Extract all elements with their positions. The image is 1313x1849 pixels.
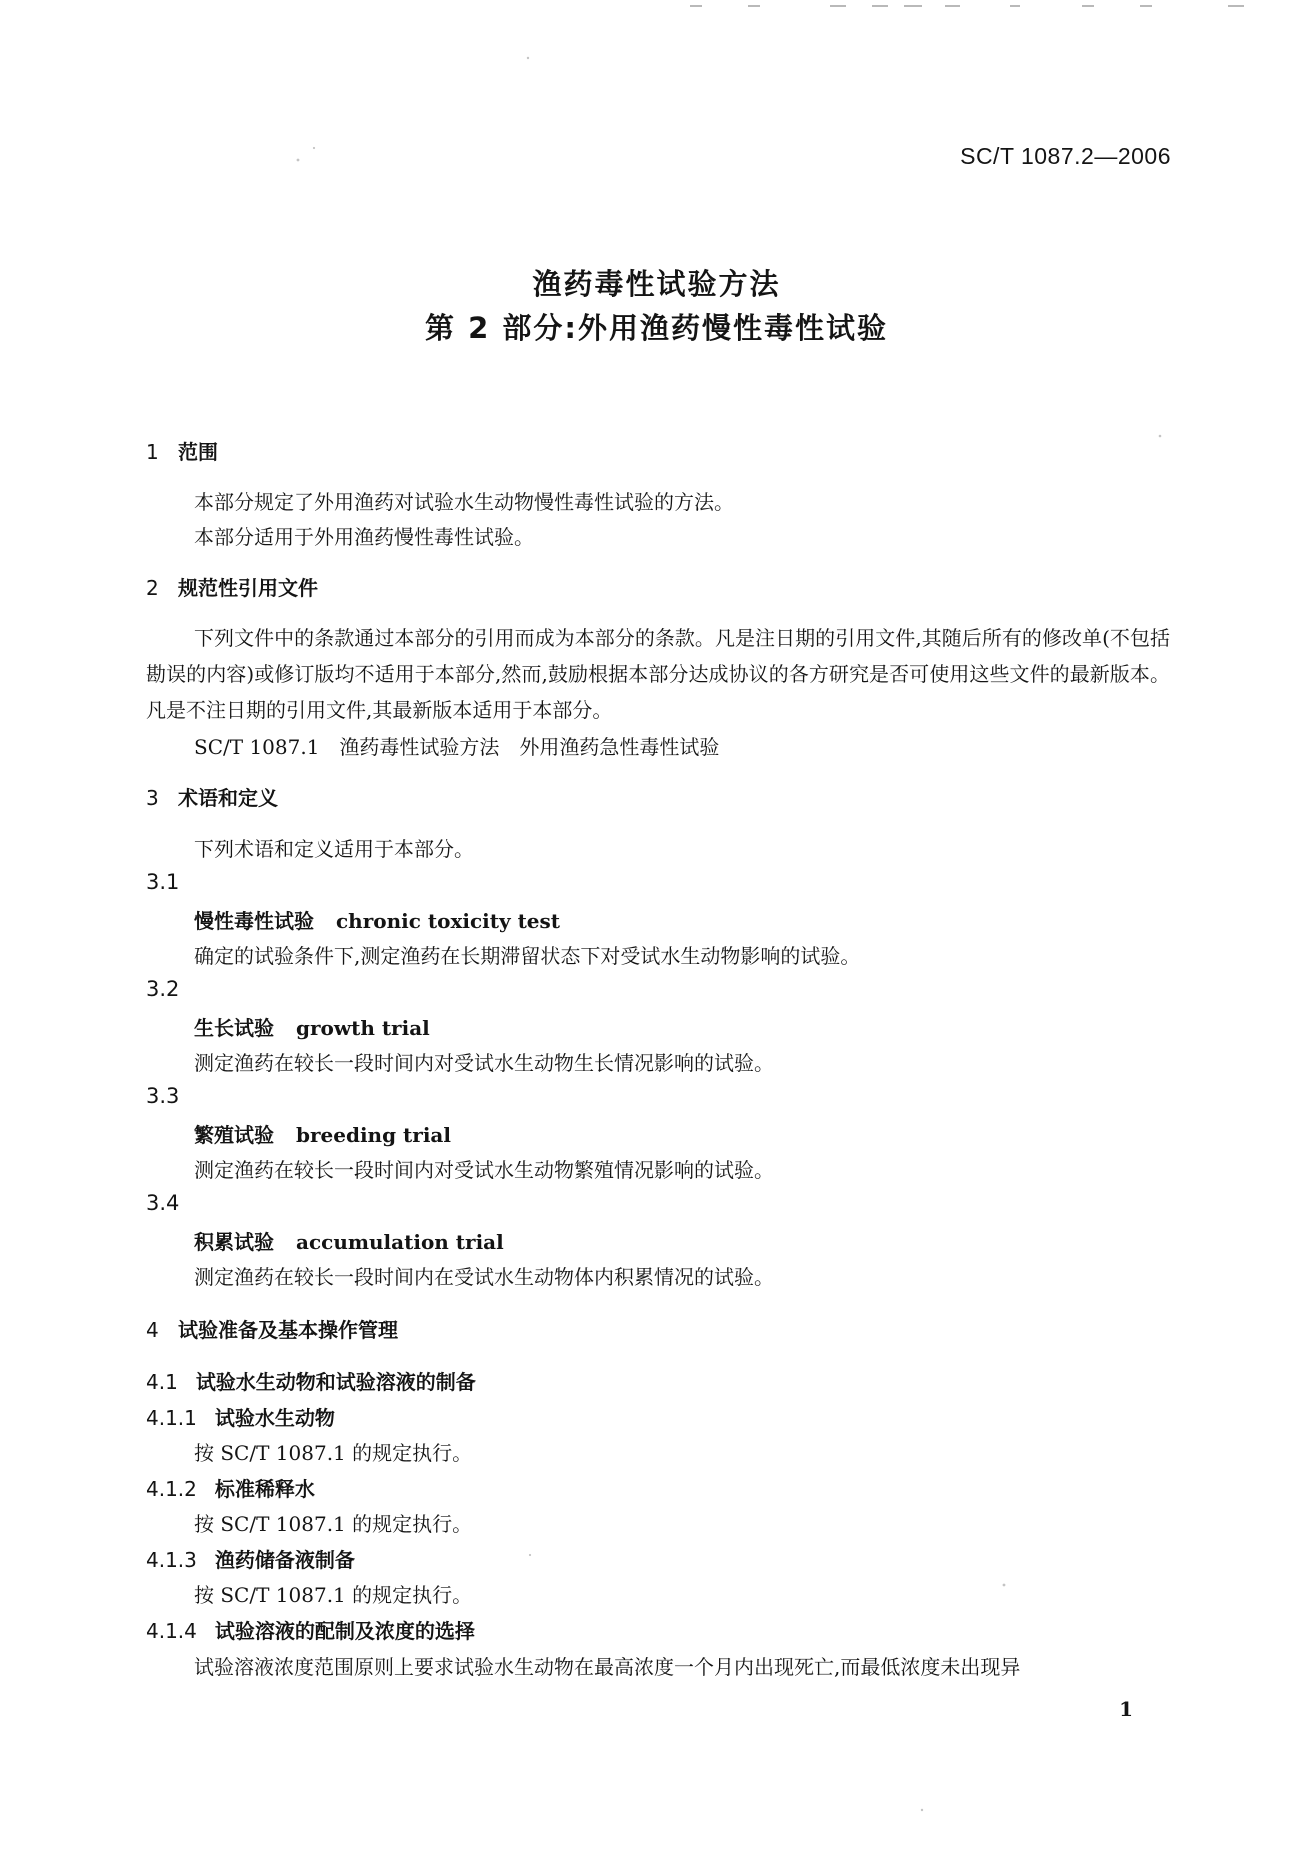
section-title: 范围 xyxy=(178,440,218,464)
section-1-heading xyxy=(146,436,218,465)
subsection-4-1-4-heading xyxy=(146,1615,475,1644)
term-definition: 确定的试验条件下,测定渔药在长期滞留状态下对受试水生动物影响的试验。 xyxy=(194,944,861,968)
subsection-4-1-1-heading xyxy=(146,1402,335,1431)
subsection-number: 4.1.1 xyxy=(146,1406,197,1430)
subsection-title: 试验溶液的配制及浓度的选择 xyxy=(214,1619,475,1643)
term-zh: 积累试验 xyxy=(194,1230,274,1254)
title-line-2: 第 2 部分:外用渔药慢性毒性试验 xyxy=(425,311,888,345)
normative-reference: SC/T 1087.1 渔药毒性试验方法 外用渔药急性毒性试验 xyxy=(194,735,720,759)
subsection-title: 渔药储备液制备 xyxy=(214,1548,355,1572)
term-heading xyxy=(194,1119,451,1148)
term-zh: 生长试验 xyxy=(194,1016,274,1040)
section-number: 2 xyxy=(146,576,159,600)
term-definition: 测定渔药在较长一段时间内对受试水生动物繁殖情况影响的试验。 xyxy=(194,1158,774,1182)
term-number: 3.4 xyxy=(146,1191,180,1215)
subsection-title: 试验水生动物和试验溶液的制备 xyxy=(195,1370,476,1394)
section-title: 规范性引用文件 xyxy=(178,576,318,600)
term-definition: 测定渔药在较长一段时间内在受试水生动物体内积累情况的试验。 xyxy=(194,1265,774,1289)
term-en: breeding trial xyxy=(296,1123,451,1147)
section-2-paragraph: 下列文件中的条款通过本部分的引用而成为本部分的条款。凡是注日期的引用文件,其随后所有的修改单(不包括勘误的内容)或修订版均不适用于本部分,然而,鼓励根据本部分达成协议的各方研究是否可使用这些文件的最新版本。凡是不注日期的引用文件,其最新版本适用于本部分。 xyxy=(146,626,1170,722)
subsection-title: 标准稀释水 xyxy=(214,1477,315,1501)
standard-code: SC/T 1087.2—2006 xyxy=(960,143,1171,169)
subsection-number: 4.1.2 xyxy=(146,1477,197,1501)
section-3-intro: 下列术语和定义适用于本部分。 xyxy=(194,837,474,861)
subsection-4-1-3-heading xyxy=(146,1544,355,1573)
term-heading xyxy=(194,905,560,934)
section-2-heading xyxy=(146,572,318,601)
section-3-heading xyxy=(146,782,278,811)
subsection-number: 4.1.3 xyxy=(146,1548,197,1572)
section-4-heading xyxy=(146,1314,398,1343)
subsection-text: 试验溶液浓度范围原则上要求试验水生动物在最高浓度一个月内出现死亡,而最低浓度未出现异 xyxy=(194,1655,1021,1679)
subsection-4-1-heading xyxy=(146,1366,476,1395)
section-1-para-1: 本部分规定了外用渔药对试验水生动物慢性毒性试验的方法。 xyxy=(194,490,734,514)
term-en: accumulation trial xyxy=(296,1230,504,1254)
section-1-para-2: 本部分适用于外用渔药慢性毒性试验。 xyxy=(194,525,534,549)
section-number: 4 xyxy=(146,1318,159,1342)
term-heading xyxy=(194,1012,430,1041)
page-number: 1 xyxy=(1119,1697,1133,1721)
term-en: chronic toxicity test xyxy=(336,909,561,933)
term-heading xyxy=(194,1226,504,1255)
section-number: 3 xyxy=(146,786,159,810)
title-line-1: 渔药毒性试验方法 xyxy=(532,267,781,301)
term-zh: 慢性毒性试验 xyxy=(194,909,314,933)
subsection-number: 4.1 xyxy=(146,1370,178,1394)
section-number: 1 xyxy=(146,440,159,464)
section-title: 术语和定义 xyxy=(178,786,278,810)
subsection-text: 按 SC/T 1087.1 的规定执行。 xyxy=(194,1512,473,1536)
term-number: 3.2 xyxy=(146,977,180,1001)
term-number: 3.1 xyxy=(146,870,180,894)
subsection-number: 4.1.4 xyxy=(146,1619,197,1643)
term-en: growth trial xyxy=(296,1016,430,1040)
subsection-text: 按 SC/T 1087.1 的规定执行。 xyxy=(194,1441,473,1465)
term-zh: 繁殖试验 xyxy=(194,1123,274,1147)
section-title: 试验准备及基本操作管理 xyxy=(178,1318,398,1342)
term-definition: 测定渔药在较长一段时间内对受试水生动物生长情况影响的试验。 xyxy=(194,1051,774,1075)
subsection-title: 试验水生动物 xyxy=(214,1406,335,1430)
subsection-text: 按 SC/T 1087.1 的规定执行。 xyxy=(194,1583,473,1607)
subsection-4-1-2-heading xyxy=(146,1473,315,1502)
term-number: 3.3 xyxy=(146,1084,180,1108)
